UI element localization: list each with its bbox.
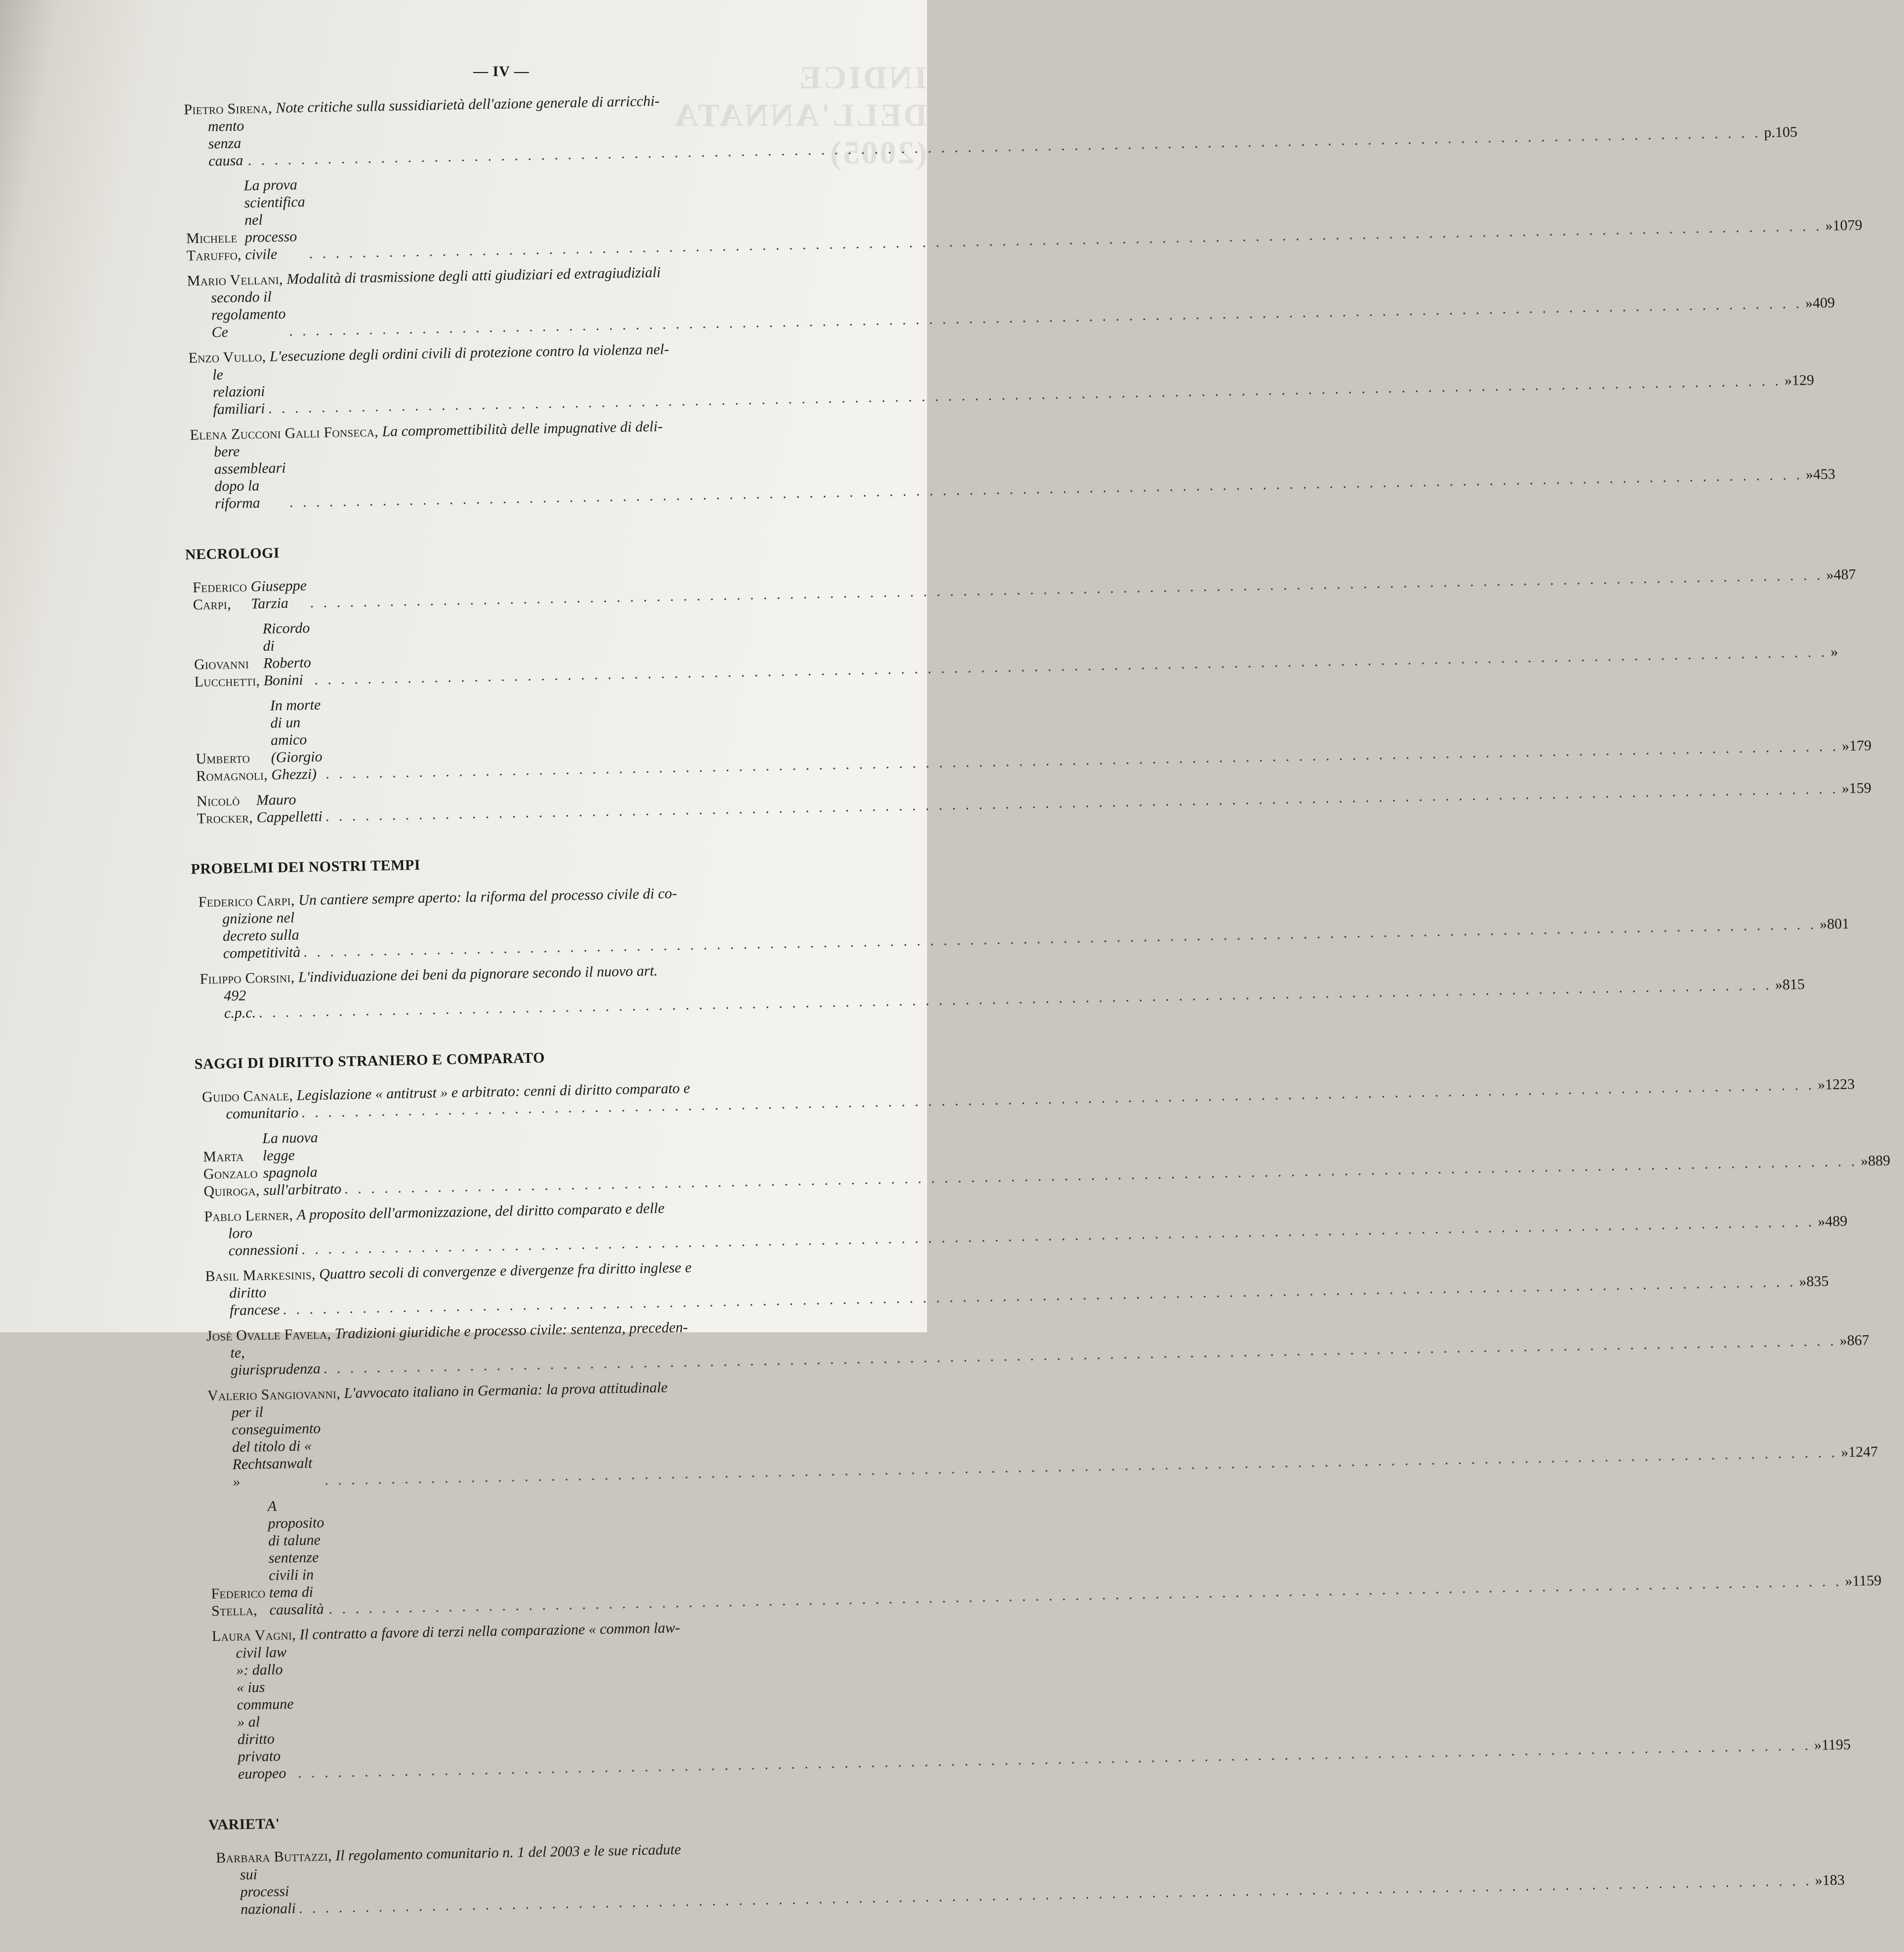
section-title: VARIETA': [208, 1815, 280, 1833]
entry-title-continued: bere assembleari dopo la riforma: [213, 443, 286, 512]
toc-entry: [189, 959, 1805, 1023]
page-number: 835: [1806, 1273, 1829, 1290]
entry-title-continued: 492 c.p.c.: [223, 987, 256, 1022]
entry-author: Barbara Buttazzi,: [215, 1847, 332, 1866]
entry-title-continued: gnizione nel decreto sulla competitività: [222, 909, 301, 962]
entry-title: In morte di un amico (Giorgio Ghezzi): [270, 696, 323, 783]
page-prefix: »: [1799, 1273, 1807, 1290]
entry-title: Un cantiere sempre aperto: la riforma del processo civile di co-: [298, 885, 677, 909]
toc-entry: [193, 1196, 1848, 1260]
entry-author: Laura Vagni,: [211, 1626, 296, 1645]
dot-leader: [325, 780, 1839, 825]
page-prefix: »: [1840, 1444, 1849, 1461]
entry-title: Il contratto a favore di terzi nella comparazione « common law-: [299, 1619, 681, 1643]
entry-title: L'esecuzione degli ordini civili di protezione contro la violenza nel-: [269, 341, 669, 365]
page-number: 1079: [1832, 217, 1863, 234]
entry-title-continued: comunitario: [226, 1104, 299, 1122]
page-prefix: »: [1841, 738, 1850, 755]
entry-title-continued: mento senza causa: [207, 118, 244, 169]
entry-text: [205, 1820, 1815, 1919]
entry-title: La prova scientifica nel processo civile: [243, 176, 305, 263]
page-prefix: p.: [1764, 124, 1776, 141]
page-number: 159: [1849, 780, 1872, 797]
entry-line-2: [212, 1616, 1814, 1783]
page-number: 1159: [1852, 1572, 1882, 1590]
toc-entry: [194, 1256, 1829, 1320]
page-number: 409: [1812, 294, 1835, 312]
entry-author: Enzo Vullo,: [188, 348, 266, 366]
page-prefix: »: [1841, 780, 1850, 797]
page-number: 1223: [1824, 1076, 1855, 1093]
entry-title: Legislazione « antitrust » e arbitrato: cenni di diritto comparato e: [296, 1080, 690, 1104]
page-prefix: »: [1817, 1213, 1825, 1230]
entry-title: A proposito di talune sentenze civili in tema di causalità: [267, 1498, 324, 1618]
entry-author: Federico Carpi,: [198, 892, 295, 911]
entry-author: Valerio Sangiovanni,: [207, 1385, 341, 1404]
entry-author: Marta Gonzalo Quiroga,: [203, 1148, 260, 1200]
page-prefix: »: [1825, 217, 1833, 234]
entry-title-continued: le relazioni familiari: [212, 366, 265, 418]
page-prefix: »: [1839, 1332, 1848, 1349]
page-number: 1195: [1821, 1736, 1851, 1753]
page-number: 129: [1791, 372, 1815, 389]
entry-title: Il regolamento comunitario n. 1 del 2003 e le sue ricadute: [335, 1841, 682, 1864]
toc-entry: [187, 882, 1850, 963]
page-number: 487: [1833, 566, 1856, 583]
entry-title: Note critiche sulla sussidiarietà dell'azione generale di arricchi-: [276, 92, 660, 117]
toc-entry: [174, 166, 1863, 265]
entry-title: A proposito dell'armonizzazione, del diritto comparato e delle: [296, 1200, 665, 1223]
entry-author: Michele Taruffo,: [186, 229, 242, 264]
entry-title: Tradizioni giuridiche e processo civile: sentenza, preceden-: [334, 1319, 689, 1342]
table-of-contents: [173, 89, 1891, 1952]
toc-entry: [205, 1837, 1845, 1918]
entry-text: [201, 1598, 1815, 1784]
entry-author: Giovanni Lucchetti,: [194, 655, 260, 690]
toc-entry: [182, 566, 1856, 614]
page-number: 1247: [1848, 1443, 1878, 1461]
entry-title-continued: loro connessioni: [228, 1225, 299, 1259]
page-number: 815: [1782, 976, 1805, 993]
entry-author: Federico Stella,: [211, 1585, 266, 1620]
entry-title: Quattro secoli di convergenze e divergenze fra diritto inglese e: [319, 1259, 692, 1282]
toc-entry: [176, 261, 1835, 342]
entry-author: Umberto Romagnoli,: [196, 750, 268, 785]
entry-author: Pietro Sirena,: [184, 100, 273, 118]
entry-author: Pablo Lerner,: [204, 1206, 293, 1225]
dot-leader: [298, 1872, 1812, 1917]
page-prefix: »: [1819, 916, 1827, 933]
page-prefix: »: [1775, 976, 1783, 993]
entry-title-continued: diritto francese: [229, 1284, 280, 1319]
page-number: 105: [1775, 123, 1798, 141]
page-number: 183: [1822, 1872, 1845, 1889]
page-prefix: »: [1805, 466, 1814, 483]
page-prefix: »: [1860, 1153, 1868, 1169]
entry-author: Filippo Corsini,: [200, 969, 295, 988]
entry-title: La nuova legge spagnola sull'arbitrato: [262, 1129, 342, 1199]
page-number-header: — IV —: [473, 63, 529, 80]
page-prefix: »: [1817, 1076, 1825, 1093]
entry-author: Elena Zucconi Galli Fonseca,: [190, 423, 379, 443]
entry-title: Mauro Cappelletti: [256, 791, 323, 826]
entry-title: La compromettibilità delle impugnative di deli-: [382, 418, 663, 440]
page-number: 889: [1867, 1152, 1891, 1169]
entry-title-continued: sui processi nazionali: [240, 1866, 296, 1918]
page-prefix: »: [1845, 1573, 1853, 1590]
toc-entry: [179, 415, 1836, 513]
toc-section: [181, 535, 1872, 828]
entry-title: L'avvocato italiano in Germania: la prova attitudinale: [344, 1379, 668, 1402]
toc-section: [187, 849, 1850, 1023]
toc-entry: [177, 338, 1815, 419]
entry-author: Basil Markesinis,: [205, 1266, 316, 1285]
bleed-through-text: INDICE DELL'ANNATA (2005): [675, 60, 927, 171]
toc-entry: [184, 687, 1872, 785]
page-prefix: »: [1815, 1872, 1823, 1889]
page-prefix: »: [1805, 295, 1813, 312]
toc-entry: [199, 1487, 1882, 1620]
toc-section: [204, 1805, 1845, 1918]
entry-title-continued: te, giurisprudenza: [230, 1344, 321, 1379]
page-number: 489: [1824, 1213, 1848, 1230]
page-prefix: »: [1784, 372, 1792, 389]
entry-text: [197, 1357, 1841, 1491]
entry-author: Josè Ovalle Favela,: [206, 1325, 331, 1345]
toc-section: [190, 1044, 1891, 1784]
page-number: 867: [1847, 1332, 1870, 1349]
page-number: 801: [1826, 916, 1850, 932]
toc-entry: [191, 1076, 1855, 1123]
entry-title-continued: civil law »: dallo « ius commune » al diritto privato europeo: [236, 1644, 294, 1783]
entry-author: Federico Carpi,: [192, 578, 247, 613]
page-prefix: »: [1826, 566, 1834, 583]
dot-leader: [298, 1737, 1812, 1782]
toc-entry: [186, 780, 1872, 828]
entry-title: Ricordo di Roberto Bonini: [262, 620, 311, 689]
entry-text: [179, 397, 1806, 513]
page-prefix: »: [1830, 643, 1838, 660]
dot-leader: [259, 976, 1773, 1021]
entry-author: Nicolò Trocker,: [196, 792, 253, 827]
toc-entry: [201, 1616, 1851, 1783]
toc-entry: [197, 1376, 1878, 1491]
entry-title: Giuseppe Tarzia: [250, 577, 307, 612]
toc-entry: [192, 1119, 1891, 1200]
entry-title: L'individuazione dei beni da pignorare secondo il nuovo art.: [298, 962, 658, 986]
dot-leader: [289, 466, 1803, 511]
entry-title-continued: secondo il regolamento Ce: [211, 288, 286, 341]
entry-line-1: [199, 1469, 1845, 1620]
section-title: PROBELMI DEI NOSTRI TEMPI: [191, 857, 421, 877]
section-title: NECROLOGI: [185, 545, 280, 563]
page-number: 179: [1849, 737, 1872, 755]
section-title: SAGGI DI DIRITTO STRANIERO E COMPARATO: [194, 1049, 545, 1073]
entry-title-continued: per il conseguimento del titolo di « Rechtsanwalt »: [231, 1404, 321, 1490]
toc-entry: [182, 610, 1838, 691]
entry-title: Modalità di trasmissione degli atti giudiziari ed extragiudiziali: [286, 264, 661, 287]
entry-author: Mario Vellani,: [187, 271, 284, 289]
page-number: 453: [1813, 466, 1836, 483]
entry-author: Guido Canale,: [202, 1087, 293, 1106]
toc-entry: [196, 1316, 1870, 1380]
page-prefix: »: [1814, 1737, 1822, 1753]
